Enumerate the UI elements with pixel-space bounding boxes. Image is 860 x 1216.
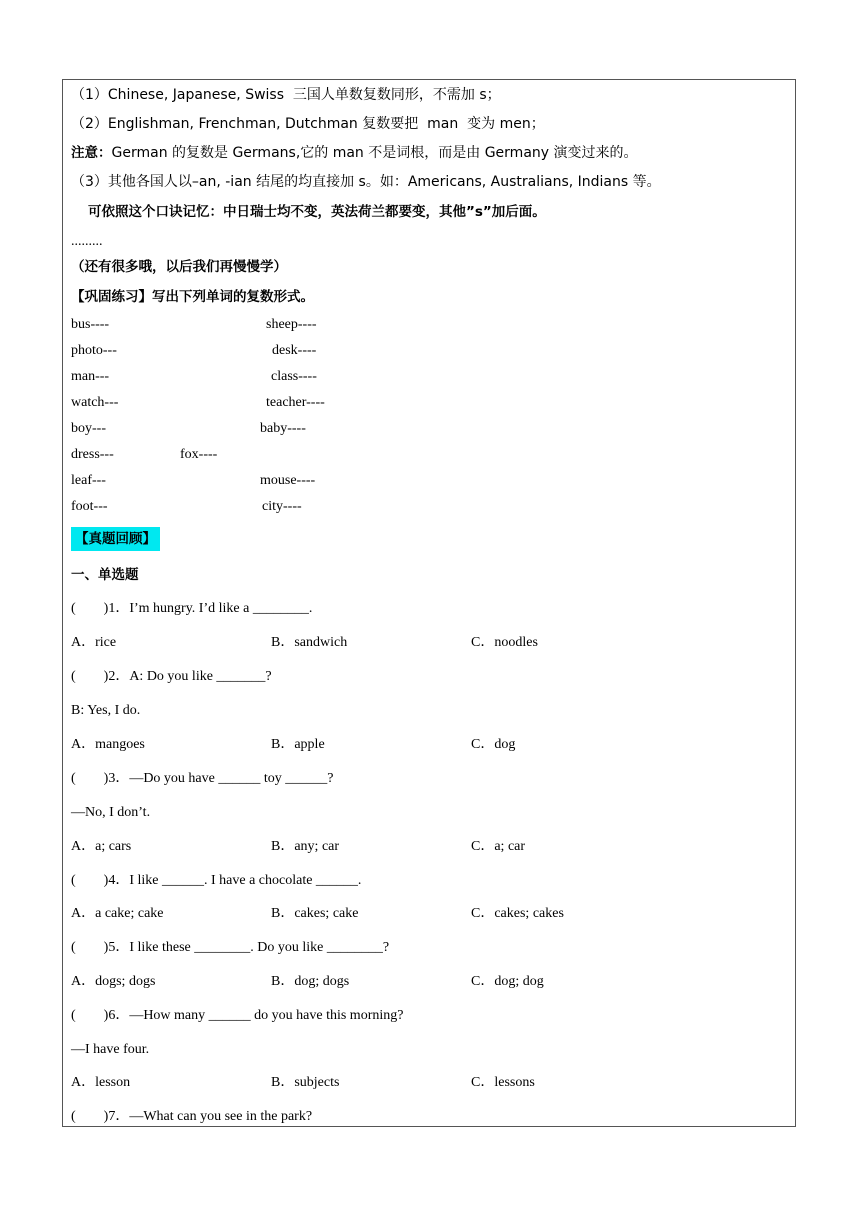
question-3-stem: ( )3．—Do you have ______ toy ______?	[71, 771, 334, 786]
practice-left-4: watch---	[71, 395, 119, 410]
question-6-stem: ( )6．—How many ______ do you have this morning?	[71, 1008, 404, 1023]
practice-right-6: fox----	[180, 447, 218, 462]
section-title: 一、单选题	[71, 567, 139, 583]
q6-option-c: C．lessons	[471, 1075, 535, 1090]
question-7-stem: ( )7．—What can you see in the park?	[71, 1109, 313, 1124]
practice-left-6: dress---	[71, 447, 114, 462]
question-6-extra: —I have four.	[71, 1042, 150, 1057]
note-3	[71, 144, 638, 163]
q3-option-c: C．a; car	[471, 839, 526, 854]
q4-option-c: C．cakes; cakes	[471, 906, 564, 921]
q4-option-a: A．a cake; cake	[71, 906, 164, 921]
practice-title: 【巩固练习】写出下列单词的复数形式。	[71, 289, 314, 305]
q2-option-b: B．apple	[271, 737, 325, 752]
practice-left-1: bus----	[71, 317, 110, 332]
dots: .........	[71, 234, 103, 249]
question-1-stem: ( )1．I’m hungry. I’d like a ________.	[71, 601, 313, 616]
question-3-extra: —No, I don’t.	[71, 805, 151, 820]
practice-right-1: sheep----	[266, 317, 317, 332]
q5-option-c: C．dog; dog	[471, 974, 544, 989]
q2-option-c: C．dog	[471, 737, 516, 752]
practice-right-2: desk----	[272, 343, 317, 358]
practice-left-8: foot---	[71, 499, 108, 514]
q5-option-a: A．dogs; dogs	[71, 974, 156, 989]
q5-option-b: B．dog; dogs	[271, 974, 350, 989]
q6-option-a: A．lesson	[71, 1075, 131, 1090]
note-3-text: German 的复数是 Germans,它的 man 不是词根，而是由 Germany 演变过来的。	[111, 145, 638, 161]
q4-option-b: B．cakes; cake	[271, 906, 359, 921]
practice-left-5: boy---	[71, 421, 106, 436]
practice-right-3: class----	[271, 369, 317, 384]
note-2: （2）Englishman, Frenchman, Dutchman 复数要把 man 变为 men；	[71, 116, 545, 132]
practice-right-5: baby----	[260, 421, 306, 436]
q3-option-a: A．a; cars	[71, 839, 132, 854]
practice-left-7: leaf---	[71, 473, 106, 488]
note-3-label: 注意：	[71, 145, 112, 161]
question-4-stem: ( )4．I like ______. I have a chocolate ______.	[71, 873, 362, 888]
q3-option-b: B．any; car	[271, 839, 340, 854]
question-2-extra: B: Yes, I do.	[71, 703, 141, 718]
practice-left-2: photo---	[71, 343, 117, 358]
q2-option-a: A．mangoes	[71, 737, 145, 752]
practice-right-4: teacher----	[266, 395, 325, 410]
q1-option-b: B．sandwich	[271, 635, 348, 650]
q6-option-b: B．subjects	[271, 1075, 340, 1090]
note-4: （3）其他各国人以–an, -ian 结尾的均直接加 s。如：Americans, Australians, Indians 等。	[71, 174, 661, 190]
practice-left-3: man---	[71, 369, 110, 384]
question-5-stem: ( )5．I like these ________. Do you like ________?	[71, 940, 390, 955]
q1-option-c: C．noodles	[471, 635, 538, 650]
practice-right-8: city----	[262, 499, 302, 514]
note-1: （1）Chinese, Japanese, Swiss 三国人单数复数同形，不需加 s；	[71, 87, 501, 103]
mnemonic: 可依照这个口诀记忆：中日瑞士均不变，英法荷兰都要变，其他”s”加后面。	[88, 204, 546, 220]
question-2-stem: ( )2．A: Do you like _______?	[71, 669, 272, 684]
more-note: （还有很多哦，以后我们再慢慢学）	[71, 259, 287, 275]
review-badge: 【真题回顾】	[71, 527, 160, 551]
practice-right-7: mouse----	[260, 473, 316, 488]
q1-option-a: A．rice	[71, 635, 117, 650]
